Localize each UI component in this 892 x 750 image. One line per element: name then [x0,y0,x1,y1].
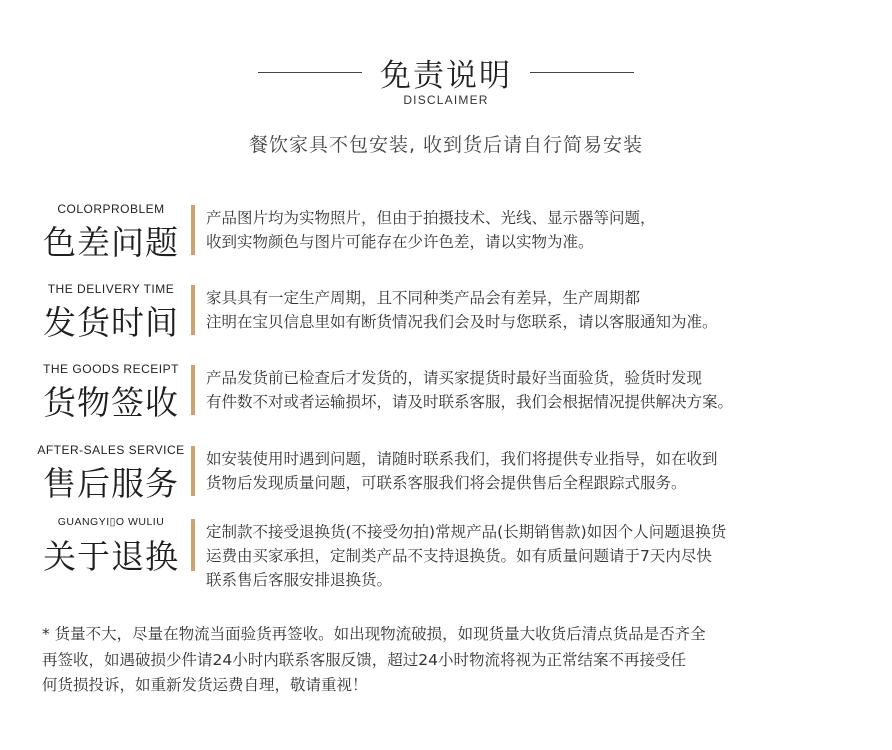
section-en-heading: AFTER-SALES SERVICE [37,443,185,457]
page-title: 免责说明 [380,58,512,94]
section-line: 产品图片均为实物照片，但由于拍摄技术、光线、显示器等问题， [206,209,656,227]
accent-bar [191,365,195,415]
section-zh-heading: 发货时间 [43,303,179,342]
accent-bar [191,519,195,571]
tagline: 餐饮家具不包安装, 收到货后请自行简易安装 [248,134,644,156]
section-zh-heading: 售后服务 [43,464,179,503]
section-en-heading: COLORPROBLEM [57,202,165,216]
section-line: 收到实物颜色与图片可能存在少许色差，请以实物为准。 [206,233,594,251]
section-line: 联系售后客服安排退换货。 [206,571,393,589]
section-en-heading: GUANGYI▯O WULIU [57,516,165,528]
footnote-line: 再签收，如遇破损少件请24小时内联系客服反馈，超过24小时物流将视为正常结案不再接受任 [42,650,686,669]
section-body [206,520,866,592]
section-line: 如安装使用时遇到问题，请随时联系我们，我们将提供专业指导，如在收到 [206,450,718,468]
section-body [206,447,866,495]
accent-bar [191,205,195,255]
section-body [206,206,866,254]
footnote [42,622,862,699]
title-rule-right [530,72,634,73]
section-zh-heading: 关于退换 [43,537,179,576]
section-en-heading: THE GOODS RECEIPT [43,362,179,376]
accent-bar [191,285,195,335]
footnote-line: * 货量不大，尽量在物流当面验货再签收。如出现物流破损，如现货量大收货后清点货品是否齐全 [42,625,706,643]
section-en-heading: THE DELIVERY TIME [47,282,175,296]
section-body [206,366,866,414]
section-line: 有件数不对或者运输损坏，请及时联系客服，我们会根据情况提供解决方案。 [206,393,734,411]
section-zh-heading: 货物签收 [43,383,179,422]
section-line: 注明在宝贝信息里如有断货情况我们会及时与您联系，请以客服通知为准。 [206,313,718,331]
header [0,42,892,112]
section-line: 定制款不接受退换货(不接受勿拍)常规产品(长期销售款)如因个人问题退换货 [206,523,727,541]
section-line: 家具具有一定生产周期，且不同种类产品会有差异，生产周期都 [206,289,641,307]
section-line: 产品发货前已检查后才发货的，请买家提货时最好当面验货，验货时发现 [206,369,703,387]
footnote-line: 何货损投诉，如重新发货运费自理，敬请重视！ [42,676,368,694]
page-subtitle: DISCLAIMER [403,93,489,107]
section-body [206,286,866,334]
accent-bar [191,446,195,496]
section-line: 货物后发现质量问题，可联系客服我们将会提供售后全程跟踪式服务。 [206,474,687,492]
section-zh-heading: 色差问题 [43,223,179,262]
section-line: 运费由买家承担，定制类产品不支持退换货。如有质量问题请于7天内尽快 [206,547,712,565]
